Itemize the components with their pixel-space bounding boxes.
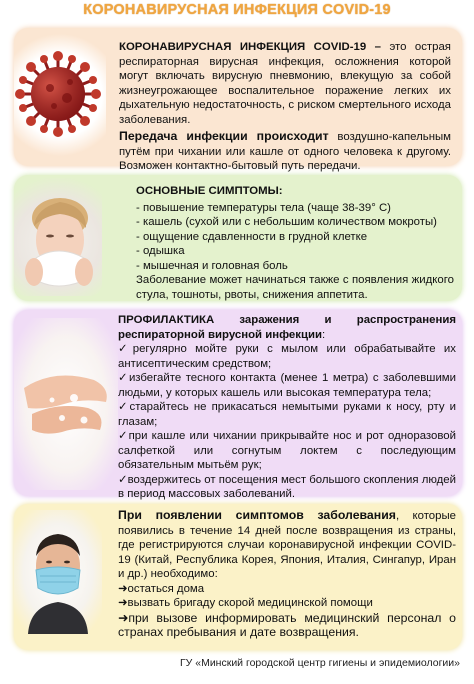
- checkmark-icon: ✓: [118, 473, 128, 486]
- actions-body: , которые появились в течение 14 дней после возвращения из страны, где регистрируются случаи коронавирусной инфекции COVID-19 (Китай, Республика Корея, Япония, Италия, Сингапур, Иран и др.) необходимо:: [118, 510, 457, 580]
- action-item: остаться дома: [127, 582, 205, 595]
- checkmark-icon: ✓: [118, 372, 129, 384]
- definition-body: это острая респираторная вирусная инфекция, осложнения которой могут включать вирусную пневмонию, влекущую за собой жизнеугрожающее воспалительное поражение легких их дыхательную недостаточность, с риском смертельного исхода заболевания.: [119, 41, 451, 126]
- symptom-item: - одышка: [136, 245, 185, 257]
- symptoms-text: [136, 184, 454, 302]
- symptoms-heading: ОСНОВНЫЕ СИМПТОМЫ:: [136, 185, 283, 197]
- symptom-item: - ощущение сдавленности в грудной клетке: [136, 230, 368, 243]
- prevention-item: при кашле или чихании прикрывайте нос и рот одноразовой салфеткой или согнутым локтем с последующим обязательным мытьём рук;: [118, 430, 456, 471]
- checkmark-icon: ✓: [118, 343, 133, 355]
- checkmark-icon: ✓: [118, 430, 129, 442]
- action-item-prefix: при вызове: [128, 610, 206, 625]
- sneezing-woman-photo: [14, 178, 102, 296]
- prevention-heading: ПРОФИЛАКТИКА заражения и распространения респираторной вирусной инфекции: [118, 314, 456, 341]
- transmission-body: воздушно-капельным путём при чихании или кашле от одного человека к другому. Возможен контактно-бытовый путь передачи.: [119, 131, 452, 172]
- symptom-item: - мышечная и головная боль: [136, 259, 288, 272]
- virus-icon: [14, 34, 106, 156]
- masked-person-icon: [14, 510, 102, 634]
- transmission-heading: Передача инфекции происходит: [119, 129, 329, 143]
- virus-illustration: [14, 34, 106, 156]
- prevention-text: ПРОФИЛАКТИКА заражения и распространения респираторной вирусной инфекции: ✓регулярно мойте руки с мылом или обрабатывайте их антисептическим средством; ✓избегайте тесного контакта (менее 1 метра) с заболевшими людьми, у которых кашель или высокая температура тела; ✓старайтесь не прикасаться немытыми руками к носу, рту и глазам; ✓при кашле или чихании прикрывайте нос и рот одноразовой салфеткой или согнутым локтем с последующим обязательным мытьём рук; ✓воздержитесь от посещения мест большого скопления людей в период массовых заболеваний.: [118, 314, 457, 500]
- hand-washing-photo: [14, 318, 118, 490]
- symptom-item: - повышение температуры тела (чаще 38-39° С): [136, 201, 391, 214]
- hand-washing-icon: [14, 318, 118, 490]
- sneezing-person-icon: [14, 178, 102, 296]
- definition-heading: КОРОНАВИРУСНАЯ ИНФЕКЦИЯ COVID-19: [119, 41, 367, 53]
- symptoms-note: Заболевание может начинаться также с появления жидкого стула, тошноты, рвоты, снижения аппетита.: [136, 274, 454, 301]
- arrow-icon: ➜: [118, 610, 129, 625]
- action-item: вызвать бригаду скорой медицинской помощи: [127, 597, 373, 609]
- prevention-item: регулярно мойте руки с мылом или обрабатывайте их антисептическим средством;: [118, 343, 456, 370]
- page-title: КОРОНАВИРУСНАЯ ИНФЕКЦИЯ COVID-19: [83, 2, 391, 18]
- definition-text: [119, 40, 451, 174]
- symptom-item: - кашель (сухой или с небольшим количеством мокроты): [136, 216, 437, 228]
- prevention-item: старайтесь не прикасаться немытыми руками к носу, рту и глазам;: [118, 401, 457, 428]
- prevention-item: воздержитесь от посещения мест большого скопления людей в период массовых заболеваний.: [118, 473, 456, 500]
- arrow-icon: ➜: [118, 582, 128, 595]
- actions-text: [118, 508, 456, 640]
- arrow-icon: ➜: [118, 597, 128, 609]
- definition-dash: –: [366, 41, 390, 53]
- prevention-item: избегайте тесного контакта (менее 1 метра) с заболевшими людьми, у которых кашель или высокая температура тела;: [118, 372, 457, 399]
- checkmark-icon: ✓: [118, 401, 130, 413]
- actions-heading: При появлении симптомов заболевания: [118, 508, 396, 522]
- action-item-emphasis: информировать медицинский персонал о странах пребывания и дате возвращения.: [118, 610, 456, 639]
- footer-source: ГУ «Минский городской центр гигиены и эпидемиологии»: [179, 657, 460, 669]
- man-in-mask-photo: [14, 510, 102, 634]
